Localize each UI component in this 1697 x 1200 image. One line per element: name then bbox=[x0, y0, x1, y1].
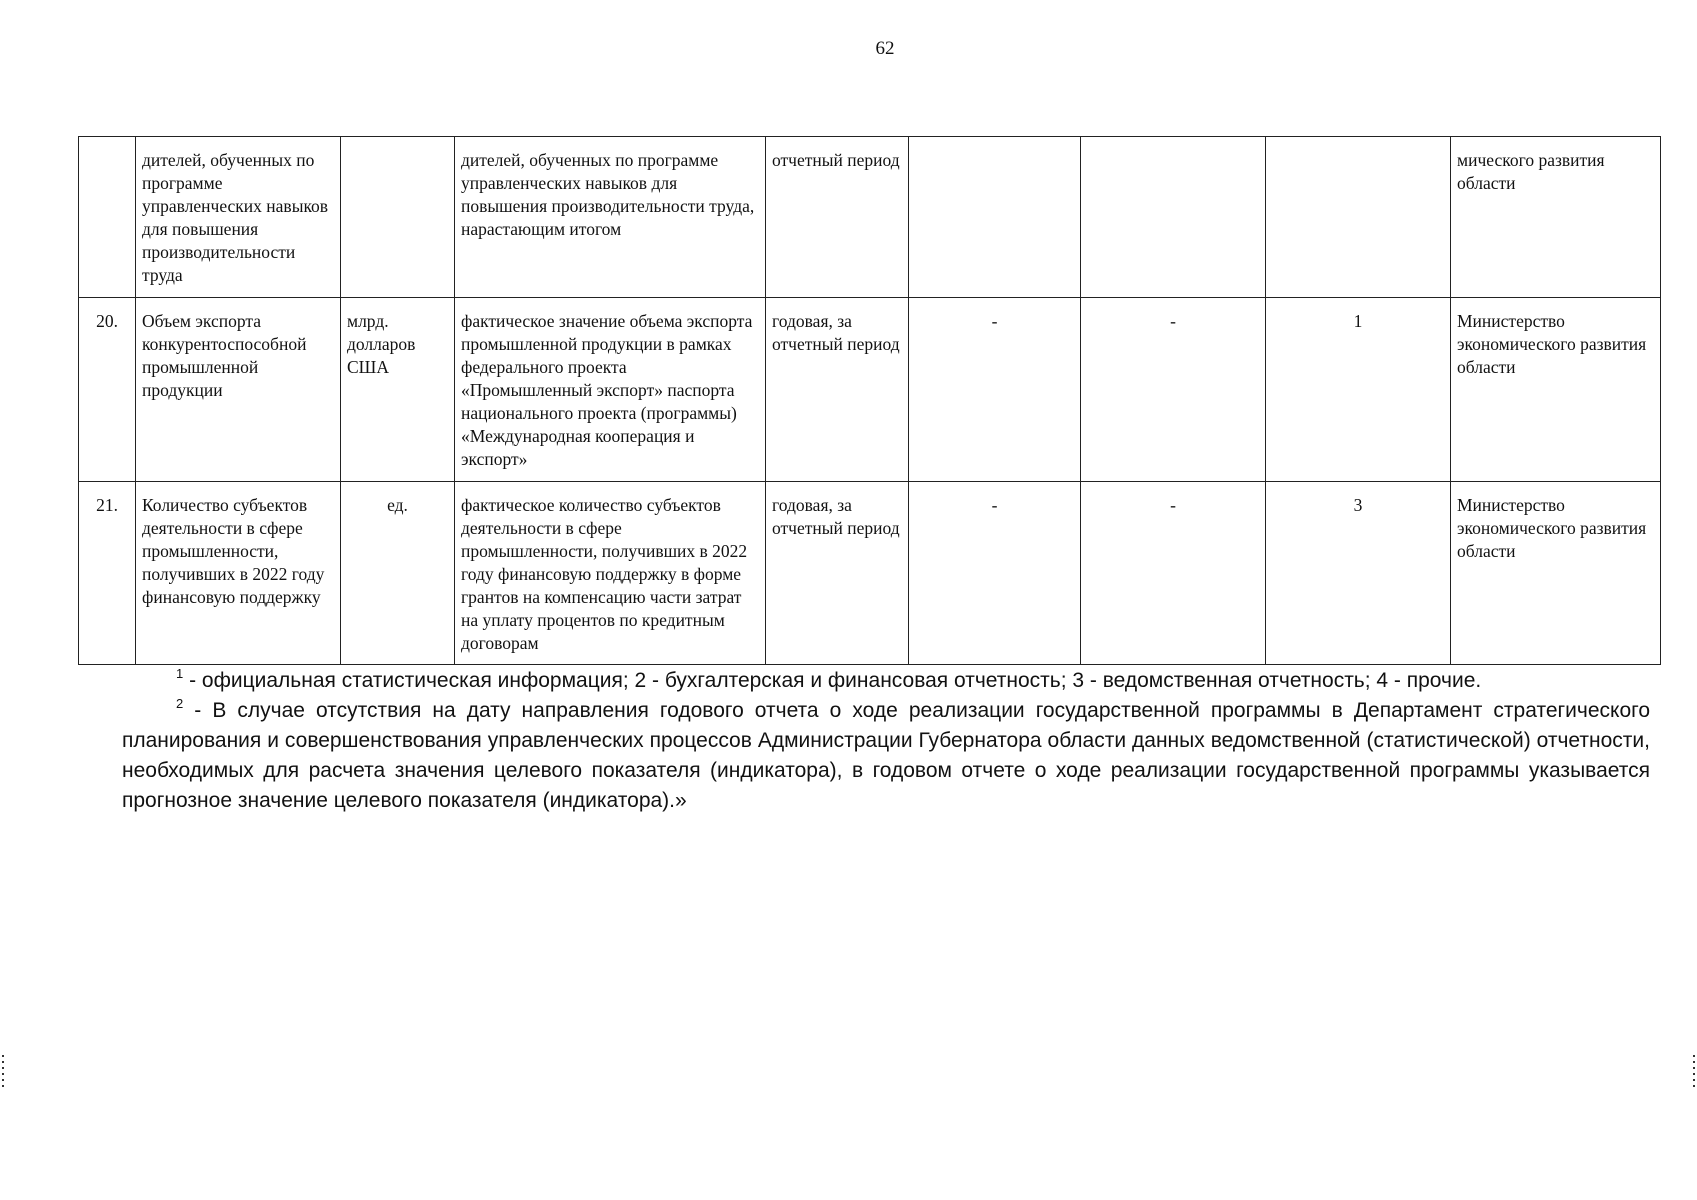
responsible-body: мического развития области bbox=[1451, 137, 1661, 298]
row-number: 20. bbox=[79, 298, 136, 482]
indicator-definition: фактическое значение объема экспорта промышленной продукции в рамках федерального проекта «Промышленный экспорт» паспорта национального проекта (программы) «Международная кооперация и экспорт» bbox=[455, 298, 766, 482]
scan-edge-mark-left bbox=[2, 1055, 4, 1089]
page-number: 62 bbox=[875, 38, 895, 59]
table-row bbox=[79, 298, 1661, 482]
indicator-definition: фактическое количество субъектов деятельности в сфере промышленности, получивших в 2022 году финансовую поддержку в форме грантов на компенсацию части затрат на уплату процентов по кредитным договорам bbox=[455, 482, 766, 665]
unit-of-measure: ед. bbox=[341, 482, 455, 665]
footnote-1-mark: 1 bbox=[176, 666, 184, 681]
value-3 bbox=[1266, 137, 1451, 298]
value-3: 1 bbox=[1266, 298, 1451, 482]
value-3: 3 bbox=[1266, 482, 1451, 665]
responsible-body: Министерство экономического развития области bbox=[1451, 298, 1661, 482]
unit-of-measure: млрд. долларов США bbox=[341, 298, 455, 482]
value-2 bbox=[1081, 137, 1266, 298]
scan-edge-mark-right bbox=[1693, 1055, 1695, 1089]
table-row bbox=[79, 482, 1661, 665]
row-number: 21. bbox=[79, 482, 136, 665]
footnote-1-text: - официальная статистическая информация; 2 - бухгалтерская и финансовая отчетность; 3 - ведомственная отчетность; 4 - прочие. bbox=[183, 669, 1482, 692]
indicator-name: дителей, обученных по программе управленческих навыков для повышения производительности труда bbox=[136, 137, 341, 298]
value-2: - bbox=[1081, 298, 1266, 482]
value-1: - bbox=[909, 482, 1081, 665]
value-1: - bbox=[909, 298, 1081, 482]
responsible-body: Министерство экономического развития области bbox=[1451, 482, 1661, 665]
table-row bbox=[79, 137, 1661, 298]
indicator-name: Количество субъектов деятельности в сфере промышленности, получивших в 2022 году финансовую поддержку bbox=[136, 482, 341, 665]
indicator-name: Объем экспорта конкурентоспособной промышленной продукции bbox=[136, 298, 341, 482]
value-1 bbox=[909, 137, 1081, 298]
periodicity: отчетный период bbox=[766, 137, 909, 298]
footnote-1 bbox=[122, 666, 1650, 696]
footnotes bbox=[122, 666, 1650, 816]
indicators-table bbox=[78, 136, 1661, 665]
unit-of-measure bbox=[341, 137, 455, 298]
indicator-definition: дителей, обученных по программе управленческих навыков для повышения производительности труда, нарастающим итогом bbox=[455, 137, 766, 298]
footnote-2 bbox=[122, 696, 1650, 816]
footnote-2-text: - В случае отсутствия на дату направления годового отчета о ходе реализации государственной программы в Департамент стратегического планирования и совершенствования управленческих процессов Администрации Губернатора области данных ведомственной (статистической) отчетности, необходимых для расчета значения целевого показателя (индикатора), в годовом отчете о ходе реализации государственной программы указывается прогнозное значение целевого показателя (индикатора).» bbox=[122, 699, 1650, 812]
footnote-2-mark: 2 bbox=[176, 696, 184, 711]
row-number bbox=[79, 137, 136, 298]
periodicity: годовая, за отчетный период bbox=[766, 298, 909, 482]
value-2: - bbox=[1081, 482, 1266, 665]
periodicity: годовая, за отчетный период bbox=[766, 482, 909, 665]
